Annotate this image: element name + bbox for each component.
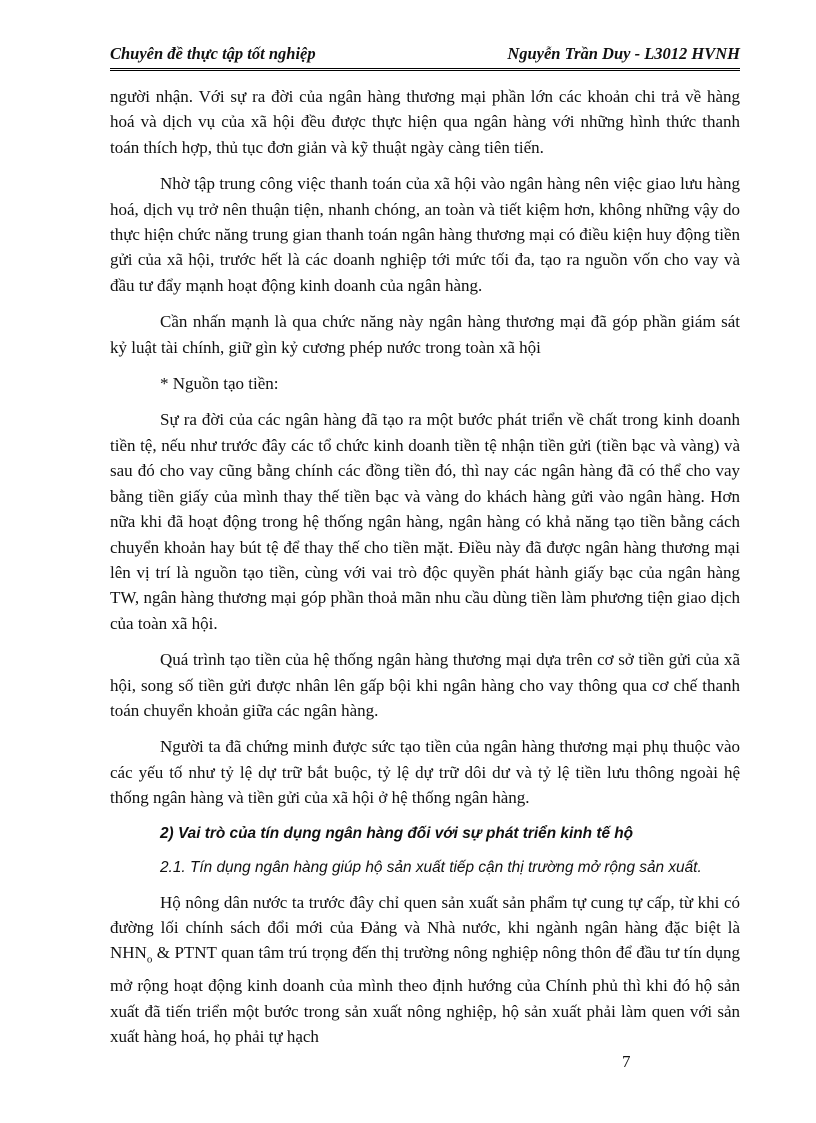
bullet-heading-money-creation: * Nguồn tạo tiền: [160, 374, 279, 394]
paragraph-6: Quá trình tạo tiền của hệ thống ngân hàng thương mại dựa trên cơ sở tiền gửi của xã hội, song số tiền gửi được nhân lên gấp bội khi ngân hàng cho vay thông qua cơ chế thanh toán chuyển khoản giữa các ngân hàng. [110, 650, 740, 720]
header-document-title: Chuyên đề thực tập tốt nghiệp [110, 44, 316, 63]
paragraph-7: Người ta đã chứng minh được sức tạo tiền của ngân hàng thương mại phụ thuộc vào các yếu tố như tỷ lệ dự trữ bắt buộc, tỷ lệ dự trữ dôi dư và tỷ lệ tiền lưu thông ngoài hệ thống ngân hàng và tiền gửi của xã hội ở hệ thống ngân hàng. [110, 737, 740, 808]
paragraph-8-part-1: Hộ nông dân nước ta trước đây chỉ quen sản xuất sản phẩm tự cung tự cấp, từ khi có đường lối chính sách đổi mới của Đảng và Nhà nước, khi ngành ngân hàng đặc biệt là NHN [110, 892, 740, 963]
paragraph-3: Cần nhấn mạnh là qua chức năng này ngân hàng thương mại đã góp phần giám sát kỷ luật tài chính, giữ gìn kỷ cương phép nước trong toàn xã hội [110, 312, 740, 357]
section-heading: 2) Vai trò của tín dụng ngân hàng đối với sự phát triển kinh tế hộ [160, 824, 634, 842]
page-body [110, 84, 740, 1060]
paragraph-2: Nhờ tập trung công việc thanh toán của xã hội vào ngân hàng nên việc giao lưu hàng hoá, dịch vụ trở nên thuận tiện, nhanh chóng, an toàn và tiết kiệm hơn, không những vậy do thực hiện chức năng trung gian thanh toán ngân hàng thương mại có điều kiện huy động tiền gửi của xã hội, trước hết là các doanh nghiệp tới mức tối đa, tạo ra nguồn vốn cho vay và đầu tư đẩy mạnh hoạt động kinh doanh của ngân hàng. [110, 174, 740, 295]
page-number: 7 [622, 1052, 631, 1071]
subsection-heading: 2.1. Tín dụng ngân hàng giúp hộ sản xuất tiếp cận thị trường mở rộng sản xuất. [160, 858, 702, 876]
page-header [110, 42, 740, 71]
paragraph-1: người nhận. Với sự ra đời của ngân hàng thương mại phần lớn các khoản chi trả về hàng hoá và dịch vụ của xã hội đều được thực hiện qua ngân hàng với những hình thức thanh toán thích hợp, thủ tục đơn giản và kỹ thuật ngày càng tiên tiến. [110, 87, 740, 157]
paragraph-5: Sự ra đời của các ngân hàng đã tạo ra một bước phát triển về chất trong kinh doanh tiền tệ, nếu như trước đây các tổ chức kinh doanh tiền tệ nhận tiền gửi (tiền bạc và vàng) và sau đó cho vay cũng bằng chính các đồng tiền đó, thì nay các ngân hàng đã có thể cho vay bằng tiền giấy của mình thay thế tiền bạc và vàng do khách hàng gửi vào ngân hàng. Hơn nữa khi đã hoạt động trong hệ thống ngân hàng, ngân hàng có khả năng tạo tiền bằng cách chuyển khoản hay bút tệ để thay thế cho tiền mặt. Điều này đã được ngân hàng thương mại lên vị trí là nguồn tạo tiền, cùng với vai trò độc quyền phát hành giấy bạc của ngân hàng TW, ngân hàng thương mại góp phần thoả mãn nhu cầu dùng tiền làm phương tiện giao dịch của toàn xã hội. [110, 410, 740, 633]
header-author: Nguyễn Trần Duy - L3012 HVNH [507, 44, 740, 63]
paragraph-8-part-2: & PTNT quan tâm trú trọng đến thị trường nông nghiệp nông thôn để đầu tư tín dụng mở rộng hoạt động kinh doanh của mình theo định hướng của Chính phủ thì khi đó hộ sản xuất đã tiến triển một bước trong sản xuất nông nghiệp, hộ sản xuất phải làm quen với sản xuất hàng hoá, họ phải tự hạch [110, 943, 740, 1046]
subscript-o: o [146, 953, 153, 966]
paragraph-8 [110, 890, 740, 1050]
